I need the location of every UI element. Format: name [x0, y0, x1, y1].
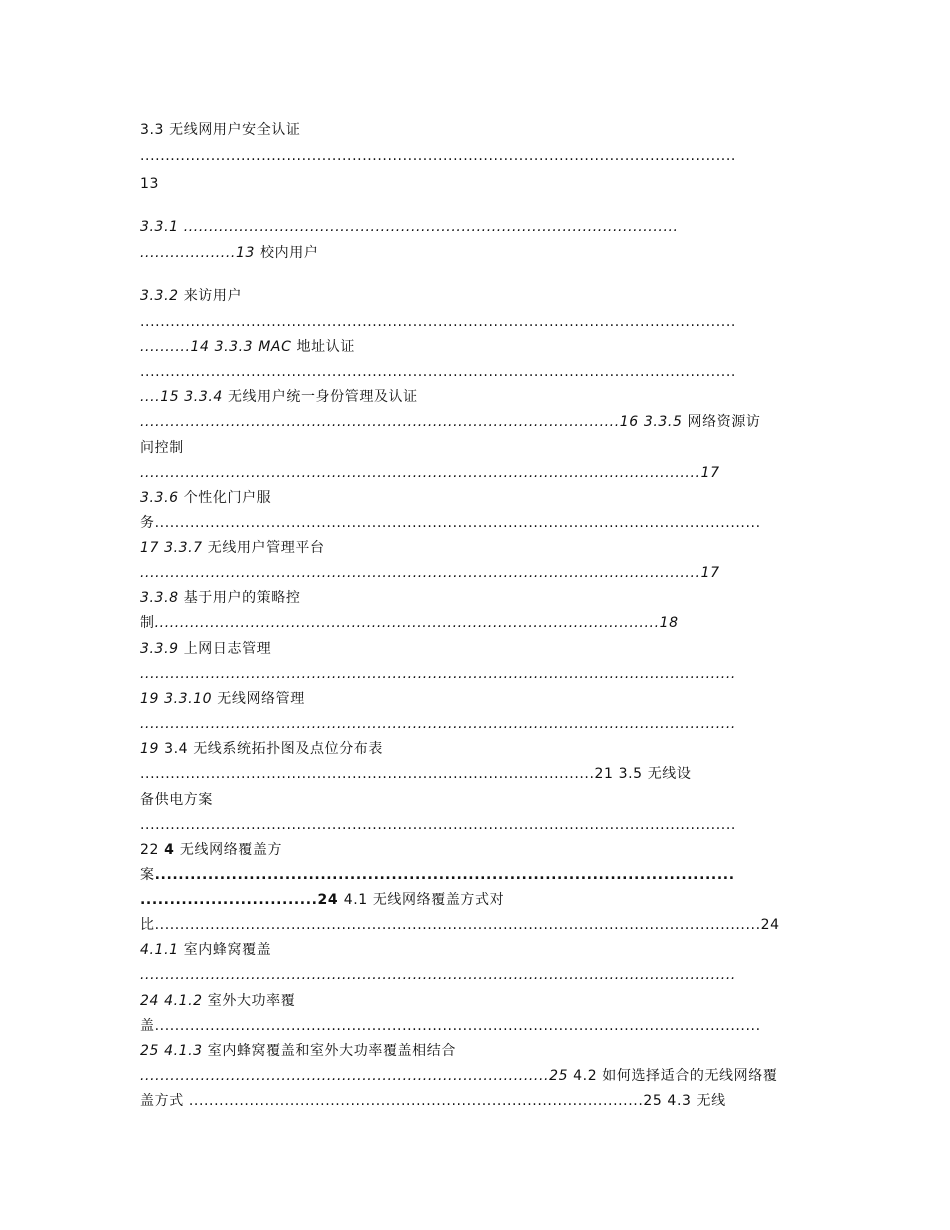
toc-line: ..........14 3.3.3 MAC 地址认证	[140, 339, 355, 355]
toc-line: 盖方式 ..........................................................................................25 4.3 无线	[140, 1093, 726, 1109]
toc-line: ......................................................................................................................	[140, 716, 736, 732]
toc-line: ..........................................................................................21 3.5 无线设	[140, 766, 692, 782]
toc-line: 问控制	[140, 440, 184, 456]
toc-line: ......................................................................................................................	[140, 364, 736, 380]
toc-line: 3.3.9 上网日志管理	[140, 641, 272, 657]
toc-line: 务........................................................................................................................	[140, 515, 761, 531]
toc-line: 盖........................................................................................................................	[140, 1018, 761, 1034]
toc-line: ...................13 校内用户	[140, 245, 319, 261]
toc-line: ...............................................................................................................17	[140, 565, 720, 581]
toc-line: 3.3.8 基于用户的策略控	[140, 590, 301, 606]
toc-line: ......................................................................................................................	[140, 666, 736, 682]
toc-line: 17 3.3.7 无线用户管理平台	[140, 540, 325, 556]
toc-line: ......................................................................................................................	[140, 314, 736, 330]
toc-line: 13	[140, 176, 160, 192]
toc-line: 3.3.1 ..................................................................................................	[140, 219, 679, 235]
toc-line: 案..................................................................................................	[140, 867, 735, 883]
toc-line: 4.1.1 室内蜂窝覆盖	[140, 942, 272, 958]
toc-line: 3.3.6 个性化门户服	[140, 490, 272, 506]
toc-line: 22 4 无线网络覆盖方	[140, 842, 283, 858]
toc-line: ...............................................................................................16 3.3.5 网络资源访	[140, 414, 761, 430]
toc-line: 19 3.4 无线系统拓扑图及点位分布表	[140, 741, 383, 757]
toc-line: .................................................................................25 4.2 如何选择适合的无线网络覆	[140, 1068, 778, 1084]
toc-line: 19 3.3.10 无线网络管理	[140, 691, 305, 707]
toc-line: ..............................24 4.1 无线网络覆盖方式对	[140, 892, 505, 908]
toc-line: 3.3 无线网用户安全认证	[140, 122, 301, 138]
toc-line: ....15 3.3.4 无线用户统一身份管理及认证	[140, 389, 418, 405]
toc-line: ......................................................................................................................	[140, 148, 736, 164]
toc-line: 25 4.1.3 室内蜂窝覆盖和室外大功率覆盖相结合	[140, 1043, 456, 1059]
toc-line: ......................................................................................................................	[140, 967, 736, 983]
toc-line: ......................................................................................................................	[140, 817, 736, 833]
toc-line: ...............................................................................................................17	[140, 465, 720, 481]
toc-line: 备供电方案	[140, 792, 213, 808]
toc-line: 比........................................................................................................................24	[140, 917, 780, 933]
toc-line: 24 4.1.2 室外大功率覆	[140, 993, 296, 1009]
toc-line: 制....................................................................................................18	[140, 615, 679, 631]
toc-line: 3.3.2 来访用户	[140, 288, 243, 304]
